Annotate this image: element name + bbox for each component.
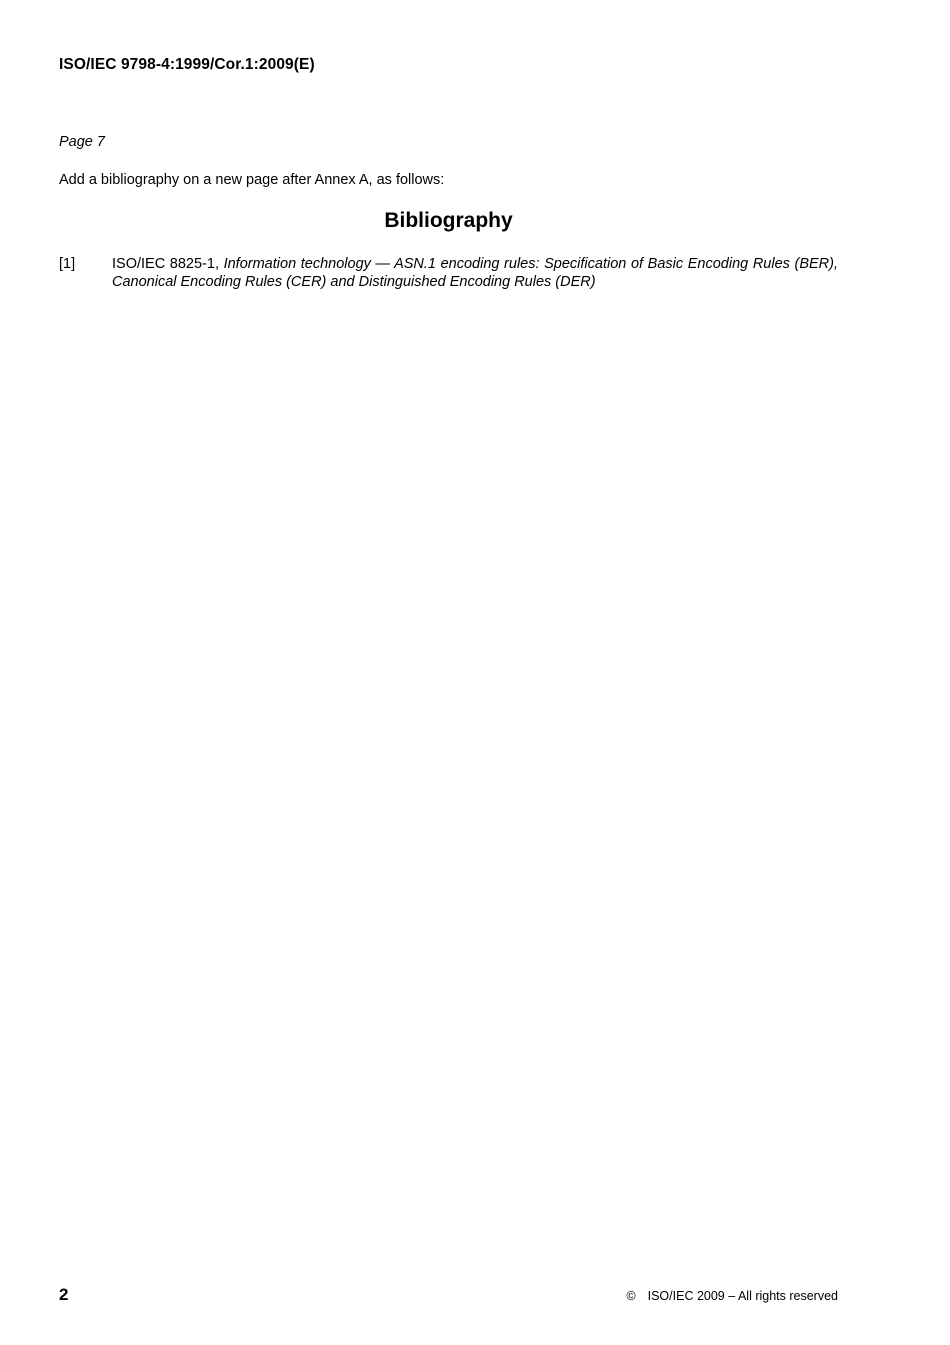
footer-page-number: 2 — [59, 1285, 69, 1304]
page-reference: Page 7 — [59, 134, 105, 150]
bibliography-entry — [59, 255, 838, 291]
footer-copyright — [626, 1289, 838, 1303]
bibliography-entry-number: [1] — [59, 256, 76, 272]
instruction-text: Add a bibliography on a new page after Annex A, as follows: — [59, 172, 445, 188]
section-title: Bibliography — [384, 209, 513, 232]
bibliography-entry-title: Information technology — ASN.1 encoding rules: Specification of Basic Encoding Rules (BER), Canonical Encoding Rules (CER) and Distinguished Encoding Rules (DER) — [112, 256, 838, 290]
copyright-text: ISO/IEC 2009 – All rights reserved — [647, 1289, 838, 1303]
copyright-icon: © — [626, 1289, 636, 1303]
bibliography-entry-text — [112, 255, 838, 291]
document-id-header: ISO/IEC 9798-4:1999/Cor.1:2009(E) — [59, 56, 315, 73]
bibliography-entry-reference: ISO/IEC 8825-1, — [112, 256, 224, 272]
